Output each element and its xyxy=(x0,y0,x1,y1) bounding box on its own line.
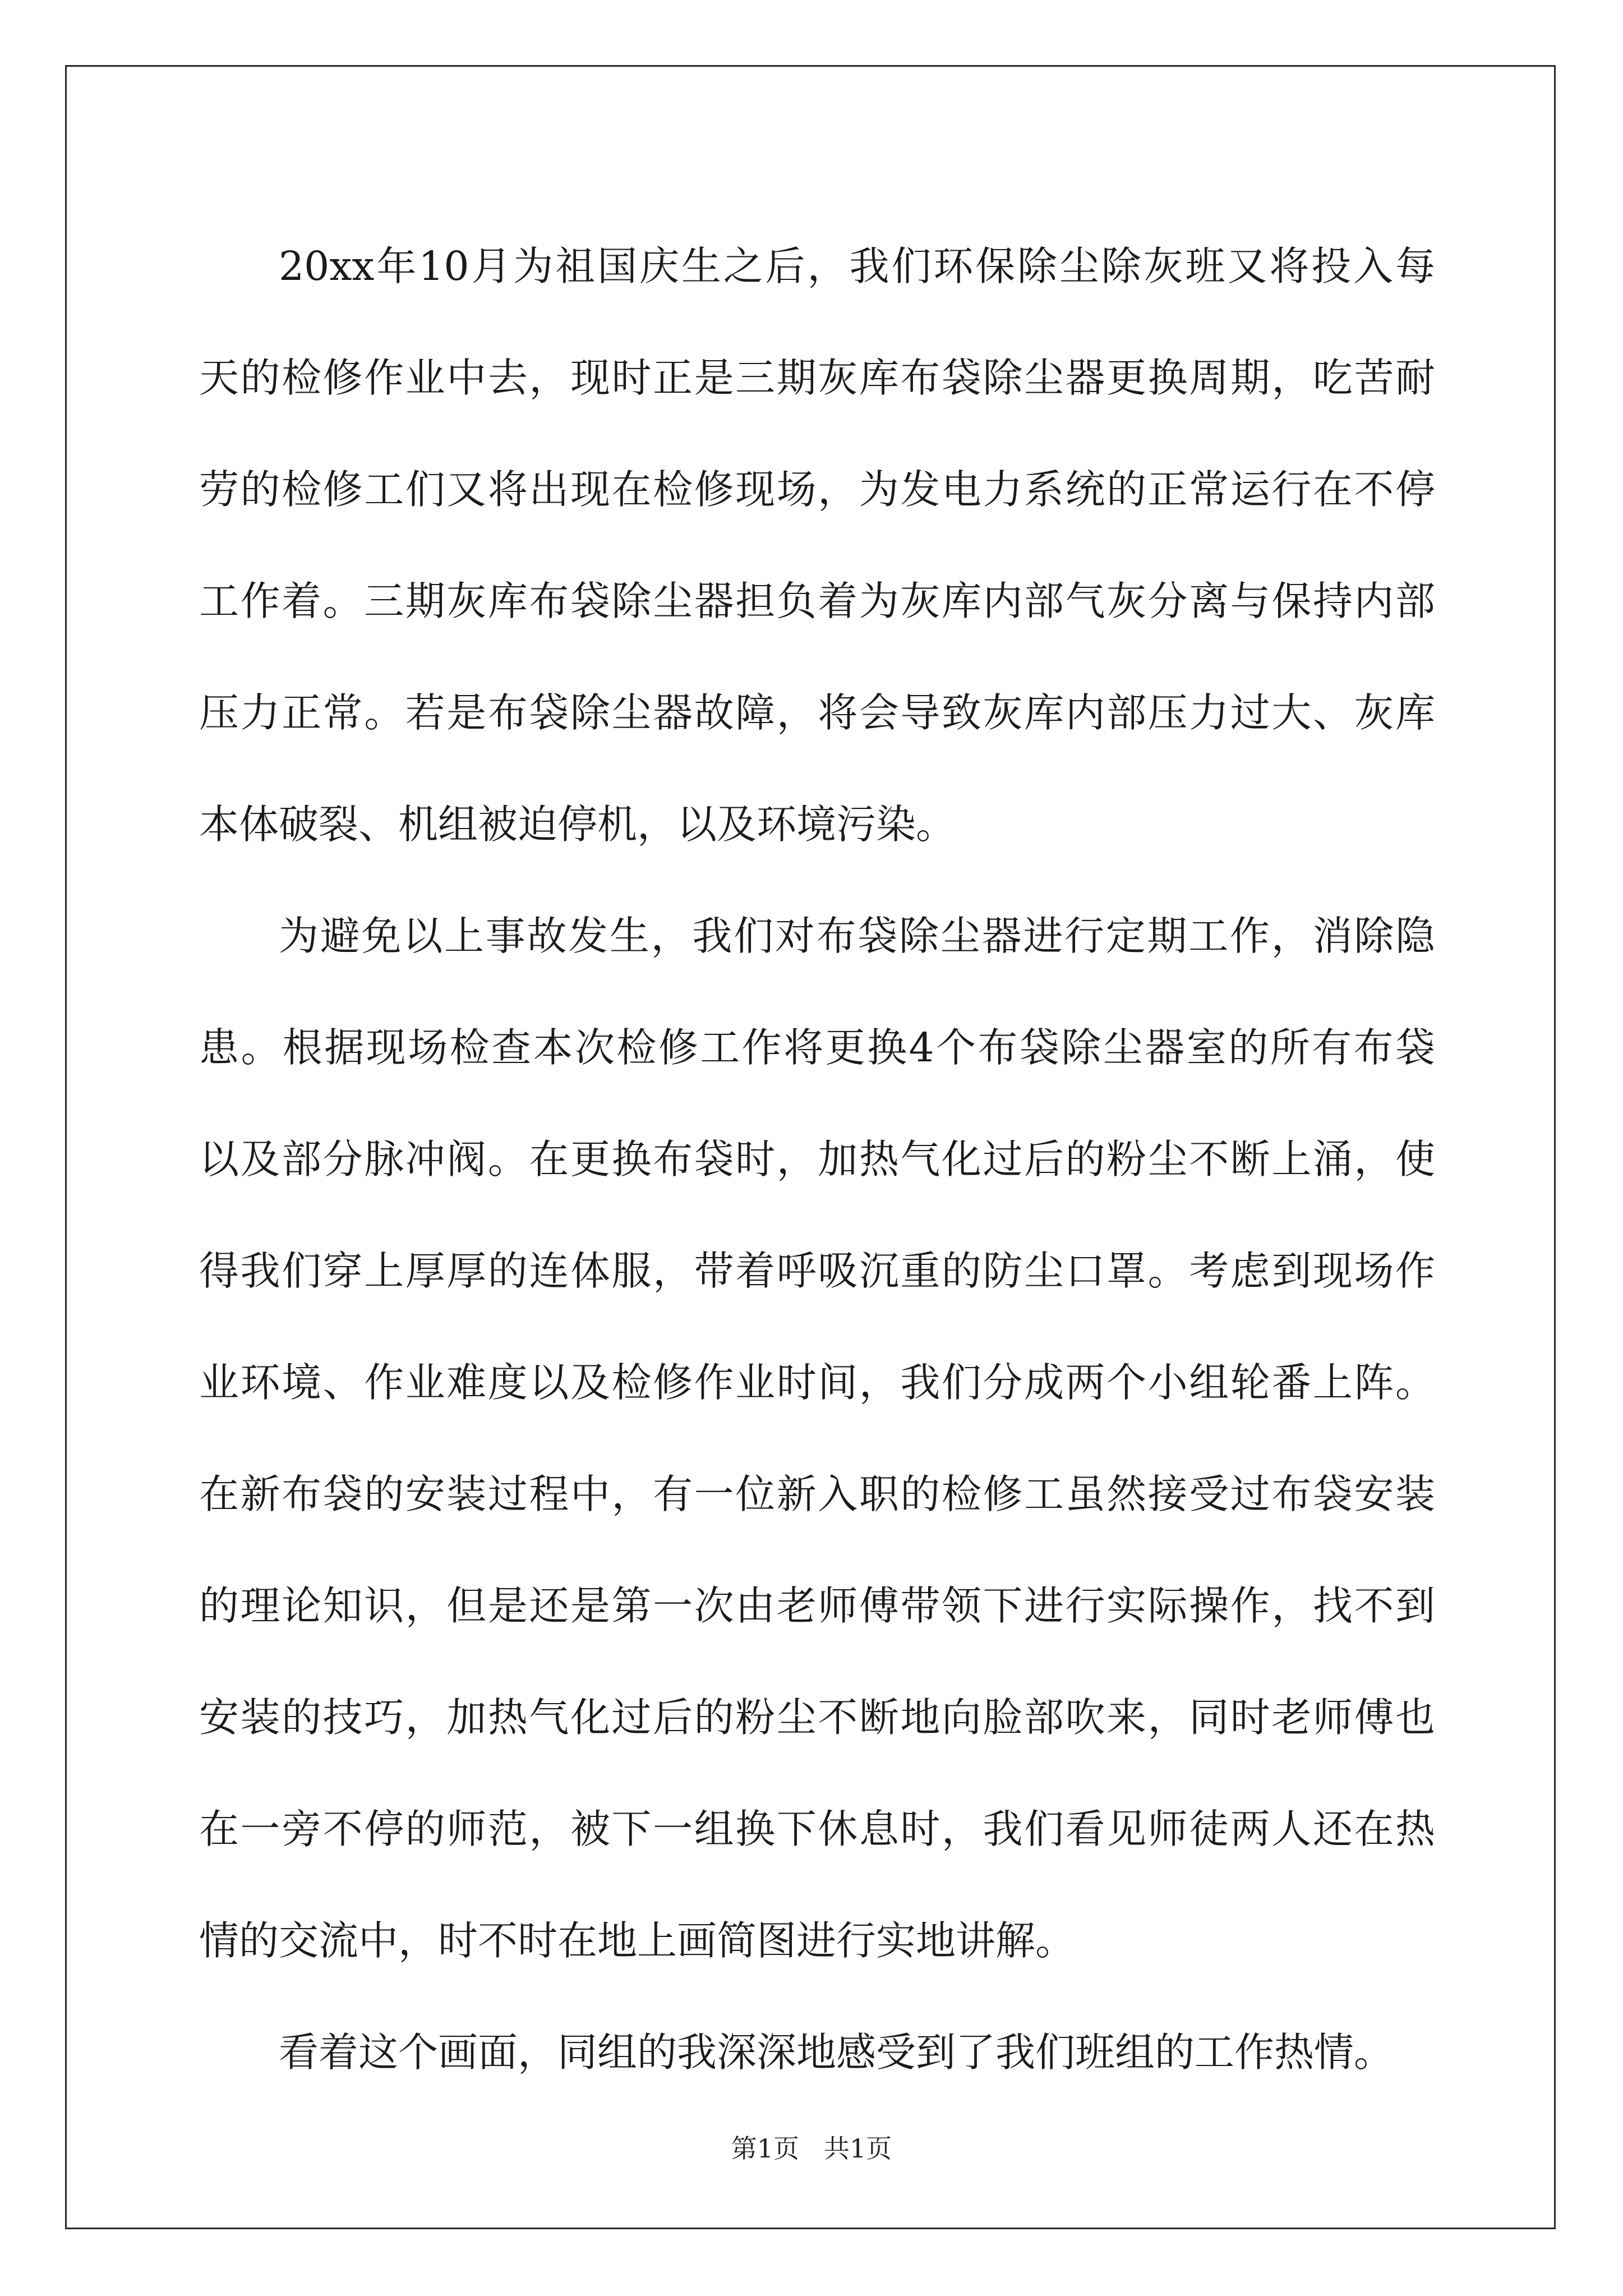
paragraph-2-line-6: 在新布袋的安装过程中，有一位新入职的检修工虽然接受过布袋安装 xyxy=(199,1471,1435,1517)
paragraph-1-line-2: 天的检修作业中去，现时正是三期灰库布袋除尘器更换周期，吃苦耐 xyxy=(199,355,1435,401)
page-number-label: 第1页 xyxy=(731,2133,800,2164)
paragraph-2-line-10: 情的交流中，时不时在地上画简图进行实地讲解。 xyxy=(199,1917,1076,1964)
paragraph-2-line-2: 患。根据现场检查本次检修工作将更换4个布袋除尘器室的所有布袋 xyxy=(199,1024,1435,1071)
paragraph-2-line-9: 在一旁不停的师范，被下一组换下休息时，我们看见师徒两人还在热 xyxy=(199,1806,1435,1852)
paragraph-2-line-3: 以及部分脉冲阀。在更换布袋时，加热气化过后的粉尘不断上涌，使 xyxy=(199,1136,1435,1182)
paragraph-2-line-8: 安装的技巧，加热气化过后的粉尘不断地向脸部吹来，同时老师傅也 xyxy=(199,1694,1435,1741)
document-body xyxy=(199,210,1435,2108)
paragraph-2-line-5: 业环境、作业难度以及检修作业时间，我们分成两个小组轮番上阵。 xyxy=(199,1359,1435,1406)
paragraph-1-line-4: 工作着。三期灰库布袋除尘器担负着为灰库内部气灰分离与保持内部 xyxy=(199,578,1435,624)
paragraph-1-line-1: 20xx年10月为祖国庆生之后，我们环保除尘除灰班又将投入每 xyxy=(279,243,1435,289)
paragraph-3-line-1: 看着这个画面，同组的我深深地感受到了我们班组的工作热情。 xyxy=(279,2029,1394,2076)
paragraph-1-line-5: 压力正常。若是布袋除尘器故障，将会导致灰库内部压力过大、灰库 xyxy=(199,689,1435,736)
paragraph-2-line-1: 为避免以上事故发生，我们对布袋除尘器进行定期工作，消除隐 xyxy=(279,913,1435,959)
page-total-label: 共1页 xyxy=(823,2133,892,2164)
paragraph-2-line-4: 得我们穿上厚厚的连体服，带着呼吸沉重的防尘口罩。考虑到现场作 xyxy=(199,1248,1435,1294)
paragraph-1-line-6: 本体破裂、机组被迫停机，以及环境污染。 xyxy=(199,801,956,848)
paragraph-2-line-7: 的理论知识，但是还是第一次由老师傅带领下进行实际操作，找不到 xyxy=(199,1582,1435,1629)
paragraph-1-line-3: 劳的检修工们又将出现在检修现场，为发电力系统的正常运行在不停 xyxy=(199,466,1435,513)
page-footer xyxy=(0,2132,1623,2165)
